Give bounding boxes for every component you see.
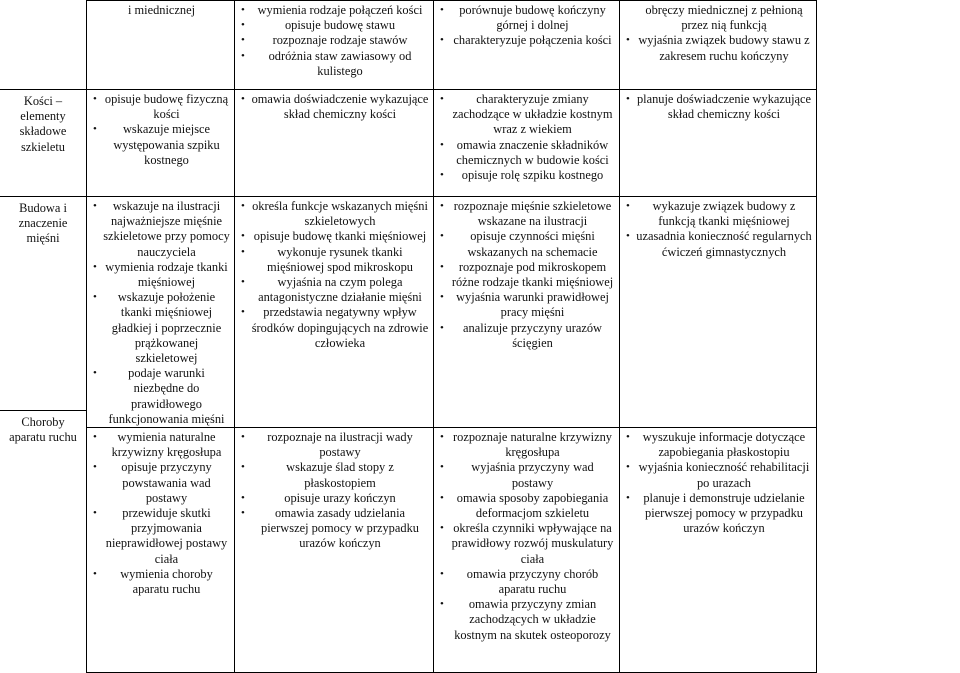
cell-text: i miednicznej bbox=[127, 3, 196, 17]
requirement-item: • opisuje budowę tkanki mięśniowej bbox=[241, 229, 429, 244]
requirement-item: • wskazuje miejsce występowania szpiku kostnego bbox=[93, 122, 230, 168]
requirements-cell-c4 bbox=[620, 1, 817, 90]
requirement-list bbox=[626, 430, 812, 536]
requirement-item: • charakteryzuje zmiany zachodzące w układzie kostnym wraz z wiekiem bbox=[440, 92, 615, 138]
requirement-item: • omawia znaczenie składników chemicznych w budowie kości bbox=[440, 138, 615, 168]
requirement-list bbox=[626, 199, 812, 260]
requirement-item: • opisuje rolę szpiku kostnego bbox=[440, 168, 615, 183]
requirement-list bbox=[241, 92, 429, 122]
requirement-item: • przewiduje skutki przyjmowania nieprawidłowej postawy ciała bbox=[93, 506, 230, 567]
requirements-cell-c2 bbox=[235, 197, 434, 428]
requirement-item: • wyjaśnia konieczność rehabilitacji po urazach bbox=[626, 460, 812, 490]
topic-cell bbox=[0, 196, 86, 410]
table-row bbox=[86, 1, 817, 90]
requirement-item: • wskazuje położenie tkanki mięśniowej gładkiej i poprzecznie prążkowanej szkieletowej bbox=[93, 290, 230, 366]
table-row bbox=[86, 90, 817, 197]
requirement-list bbox=[93, 430, 230, 597]
requirement-item: • opisuje budowę fizyczną kości bbox=[93, 92, 230, 122]
requirement-item: • rozpoznaje mięśnie szkieletowe wskazane na ilustracji bbox=[440, 199, 615, 229]
requirement-item: • charakteryzuje połączenia kości bbox=[440, 33, 615, 48]
requirements-cell-c1 bbox=[87, 1, 235, 90]
requirements-cell-c3 bbox=[434, 90, 620, 197]
requirement-item: • wymienia naturalne krzywizny kręgosłupa bbox=[93, 430, 230, 460]
requirement-item: • wyjaśnia związek budowy stawu z zakresem ruchu kończyny bbox=[626, 33, 812, 63]
requirement-list bbox=[241, 3, 429, 79]
requirement-item: • rozpoznaje pod mikroskopem różne rodzaje tkanki mięśniowej bbox=[440, 260, 615, 290]
requirement-list bbox=[440, 199, 615, 351]
topic-title: Kości – elementy składowe szkieletu bbox=[19, 94, 67, 154]
requirements-cell-c1 bbox=[87, 197, 235, 428]
requirement-list bbox=[626, 3, 812, 64]
requirement-item: • porównuje budowę kończyny górnej i dolnej bbox=[440, 3, 615, 33]
requirement-item: • wskazuje ślad stopy z płaskostopiem bbox=[241, 460, 429, 490]
requirement-item: • wskazuje na ilustracji najważniejsze mięśnie szkieletowe przy pomocy nauczyciela bbox=[93, 199, 230, 260]
requirements-cell-c4 bbox=[620, 428, 817, 673]
requirement-item: • omawia sposoby zapobiegania deformacjom szkieletu bbox=[440, 491, 615, 521]
requirement-item: • opisuje urazy kończyn bbox=[241, 491, 429, 506]
requirement-item: • omawia przyczyny zmian zachodzących w układzie kostnym na skutek osteoporozy bbox=[440, 597, 615, 643]
requirement-item: • przedstawia negatywny wpływ środków dopingujących na zdrowie człowieka bbox=[241, 305, 429, 351]
requirement-item: • wykazuje związek budowy z funkcją tkanki mięśniowej bbox=[626, 199, 812, 229]
requirements-cell-c3 bbox=[434, 428, 620, 673]
requirement-item: obręczy miednicznej z pełnioną przez nią funkcją bbox=[645, 3, 803, 33]
table-row bbox=[86, 428, 817, 673]
requirements-table bbox=[86, 0, 817, 673]
requirement-item: • wymienia rodzaje połączeń kości bbox=[241, 3, 429, 18]
requirement-item: • analizuje przyczyny urazów ścięgien bbox=[440, 321, 615, 351]
requirements-cell-c4 bbox=[620, 90, 817, 197]
topic-cell bbox=[0, 89, 86, 196]
requirement-list bbox=[626, 92, 812, 122]
requirement-item: • wyjaśnia na czym polega antagonistyczne działanie mięśni bbox=[241, 275, 429, 305]
requirement-item: • wykonuje rysunek tkanki mięśniowej spod mikroskopu bbox=[241, 245, 429, 275]
requirement-item: • opisuje czynności mięśni wskazanych na schemacie bbox=[440, 229, 615, 259]
topic-cell bbox=[0, 410, 86, 655]
requirement-item: • planuje i demonstruje udzielanie pierwszej pomocy w przypadku urazów kończyn bbox=[626, 491, 812, 537]
requirement-item: • rozpoznaje na ilustracji wady postawy bbox=[241, 430, 429, 460]
requirement-item: • określa funkcje wskazanych mięśni szkieletowych bbox=[241, 199, 429, 229]
requirement-list bbox=[440, 430, 615, 643]
requirement-item: • omawia przyczyny chorób aparatu ruchu bbox=[440, 567, 615, 597]
requirement-item: • wyjaśnia przyczyny wad postawy bbox=[440, 460, 615, 490]
requirement-list bbox=[241, 430, 429, 552]
requirement-item: • podaje warunki niezbędne do prawidłowego funkcjonowania mięśni bbox=[93, 366, 230, 427]
topic-cell bbox=[0, 0, 86, 89]
requirements-cell-c1 bbox=[87, 90, 235, 197]
requirement-item: • wyszukuje informacje dotyczące zapobiegania płaskostopiu bbox=[626, 430, 812, 460]
requirement-item: • określa czynniki wpływające na prawidłowy rozwój muskulatury ciała bbox=[440, 521, 615, 567]
requirement-item: • omawia zasady udzielania pierwszej pomocy w przypadku urazów kończyn bbox=[241, 506, 429, 552]
requirement-list bbox=[440, 3, 615, 49]
requirements-cell-c2 bbox=[235, 1, 434, 90]
requirement-item: • wymienia choroby aparatu ruchu bbox=[93, 567, 230, 597]
requirement-item: • wyjaśnia warunki prawidłowej pracy mięśni bbox=[440, 290, 615, 320]
requirements-cell-c2 bbox=[235, 428, 434, 673]
requirement-list bbox=[440, 92, 615, 183]
requirements-cell-c3 bbox=[434, 1, 620, 90]
requirement-item: • omawia doświadczenie wykazujące skład chemiczny kości bbox=[241, 92, 429, 122]
requirements-cell-c1 bbox=[87, 428, 235, 673]
requirement-list bbox=[241, 199, 429, 351]
requirement-item: • opisuje budowę stawu bbox=[241, 18, 429, 33]
topic-title: Choroby aparatu ruchu bbox=[9, 415, 77, 445]
requirement-item: • opisuje przyczyny powstawania wad postawy bbox=[93, 460, 230, 506]
requirement-item: • planuje doświadczenie wykazujące skład chemiczny kości bbox=[626, 92, 812, 122]
requirement-list bbox=[93, 92, 230, 168]
table-row bbox=[86, 197, 817, 428]
requirement-list bbox=[93, 199, 230, 427]
requirement-item: • rozpoznaje rodzaje stawów bbox=[241, 33, 429, 48]
requirement-item: • odróżnia staw zawiasowy od kulistego bbox=[241, 49, 429, 79]
topic-title: Budowa i znaczenie mięśni bbox=[18, 201, 68, 246]
requirements-cell-c4 bbox=[620, 197, 817, 428]
requirement-item: • uzasadnia konieczność regularnych ćwiczeń gimnastycznych bbox=[626, 229, 812, 259]
requirements-cell-c2 bbox=[235, 90, 434, 197]
requirement-item: • rozpoznaje naturalne krzywizny kręgosłupa bbox=[440, 430, 615, 460]
requirement-item: • wymienia rodzaje tkanki mięśniowej bbox=[93, 260, 230, 290]
requirements-cell-c3 bbox=[434, 197, 620, 428]
